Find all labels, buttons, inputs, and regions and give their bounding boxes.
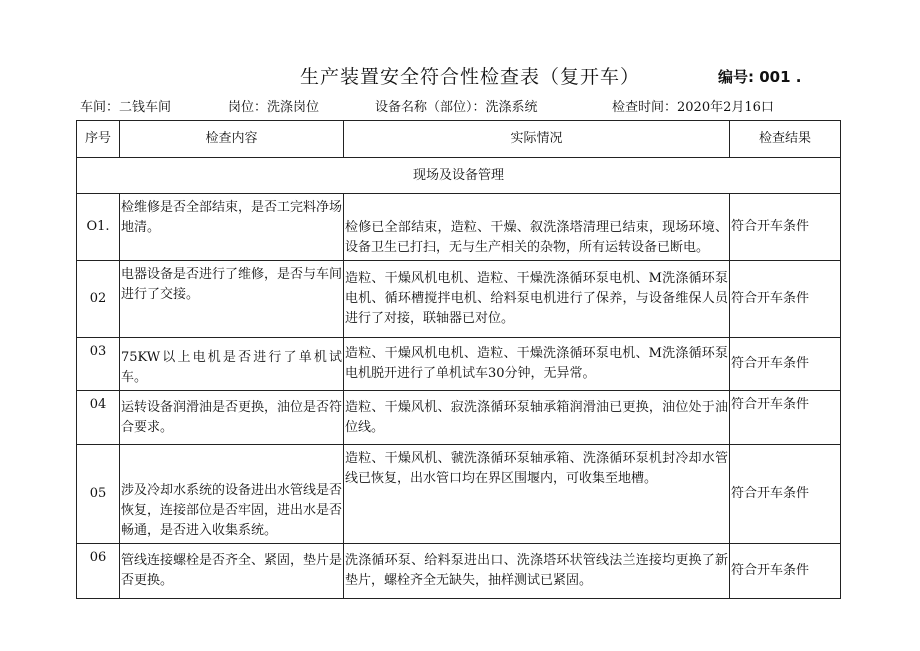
- row-result: 符合开车条件: [730, 544, 841, 599]
- row-result: 符合开车条件: [730, 261, 841, 338]
- post-field: 岗位：洗涤岗位: [228, 100, 320, 115]
- check-time-field: 检查时间：2020年2月16口: [612, 100, 774, 115]
- table-row: [77, 194, 841, 261]
- section-title: 现场及设备管理: [77, 158, 841, 194]
- document-title: 生产装置安全符合性检查表（复开车）: [300, 66, 641, 88]
- row-actual: 造粒、干燥风机、虢洗涤循环泵轴承箱、洗涤循环泵机封冷却水管线已恢复，出水管口均在界区围堰内，可收集至地槽。: [344, 445, 730, 544]
- table-header-row: [77, 121, 841, 158]
- header-actual: 实际情况: [344, 121, 730, 158]
- document-number: 编号: 001 .: [718, 68, 802, 86]
- row-actual: 造粒、干燥风机电机、造粒、干燥洗涤循环泵电机、M洗涤循环泵电机脱开进行了单机试车30分钟，无异常。: [344, 338, 730, 391]
- row-no: 02: [77, 261, 120, 338]
- row-result: 符合开车条件: [730, 445, 841, 544]
- header-content: 检查内容: [120, 121, 344, 158]
- row-content: 75KW以上电机是否进行了单机试车。: [120, 338, 344, 391]
- row-content: 管线连接螺栓是否齐全、紧固，垫片是否更换。: [120, 544, 344, 599]
- row-actual: 造粒、干燥风机、寂洗涤循环泵轴承箱润滑油已更换，油位处于油位线。: [344, 391, 730, 445]
- equipment-field: 设备名称（部位）：洗涤系统: [375, 100, 538, 115]
- row-no: O1.: [77, 194, 120, 261]
- row-actual: 造粒、干燥风机电机、造粒、干燥洗涤循环泵电机、M洗涤循环泵电机、循环槽搅拌电机、给料泵电机进行了保养，与设备维保人员进行了对接，联轴器已对位。: [344, 261, 730, 338]
- row-no: 03: [77, 338, 120, 391]
- table-row: [77, 391, 841, 445]
- table-row: [77, 338, 841, 391]
- row-result: 符合开车条件: [730, 194, 841, 261]
- header-no: 序号: [77, 121, 120, 158]
- row-content: 检维修是否全部结束，是否工完料净场地清。: [120, 194, 344, 261]
- workshop-field: 车间：二钱车间: [80, 100, 172, 115]
- row-content: 运转设备润滑油是否更换，油位是否符合要求。: [120, 391, 344, 445]
- table-row: [77, 544, 841, 599]
- row-result: 符合开车条件: [730, 338, 841, 391]
- row-no: 06: [77, 544, 120, 599]
- row-content: 涉及冷却水系统的设备进出水管线是否恢复，连接部位是否牢固，进出水是否畅通，是否进入收集系统。: [120, 445, 344, 544]
- row-actual: 洗涤循环泵、给料泵进出口、洗涤塔环状管线法兰连接均更换了新垫片，螺栓齐全无缺失，抽样测试已紧固。: [344, 544, 730, 599]
- row-result: 符合开车条件: [730, 391, 841, 445]
- section-row: [77, 158, 841, 194]
- row-content: 电器设备是否进行了维修，是否与车间进行了交接。: [120, 261, 344, 338]
- table-row: [77, 445, 841, 544]
- inspection-table: [76, 120, 841, 599]
- row-no: 05: [77, 445, 120, 544]
- row-actual: 检修已全部结束，造粒、干燥、叙洗涤塔清理已结束，现场环境、设备卫生已打扫，无与生产相关的杂物，所有运转设备已断电。: [344, 194, 730, 261]
- row-no: 04: [77, 391, 120, 445]
- header-result: 检查结果: [730, 121, 841, 158]
- table-row: [77, 261, 841, 338]
